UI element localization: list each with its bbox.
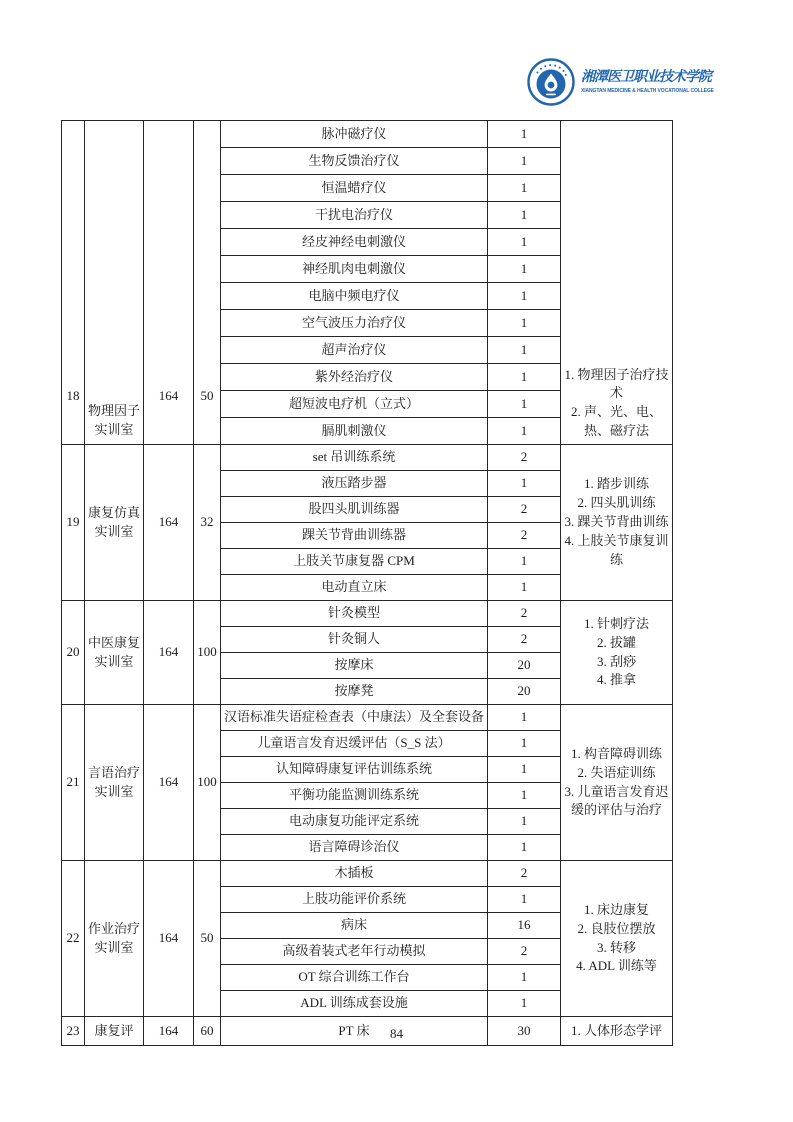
equipment-quantity-cell: 1	[488, 175, 561, 202]
notes-cell	[561, 705, 673, 861]
equipment-name-cell: 汉语标准失语症检查表（中康法）及全套设备	[221, 705, 488, 731]
equipment-row	[62, 861, 673, 887]
equipment-name-cell: 针灸模型	[221, 601, 488, 627]
equipment-name-cell: 语言障碍诊治仪	[221, 835, 488, 861]
equipment-quantity-cell: 30	[488, 1017, 561, 1046]
equipment-quantity-cell: 1	[488, 887, 561, 913]
equipment-quantity-cell: 1	[488, 229, 561, 256]
equipment-quantity-cell: 1	[488, 418, 561, 445]
room-capacity-cell: 164	[144, 705, 194, 861]
note-item: 2. 良肢位摆放	[577, 920, 656, 936]
college-name-block	[581, 70, 714, 94]
equipment-quantity-cell: 1	[488, 809, 561, 835]
equipment-name-cell: 经皮神经电刺激仪	[221, 229, 488, 256]
equipment-name-cell: 认知障碍康复评估训练系统	[221, 757, 488, 783]
row-number-cell: 18	[62, 121, 85, 445]
equipment-name-cell: 紫外经治疗仪	[221, 364, 488, 391]
equipment-name-cell: 空气波压力治疗仪	[221, 310, 488, 337]
equipment-name-cell: 木插板	[221, 861, 488, 887]
note-item: 2. 四头肌训练	[577, 495, 656, 511]
equipment-name-cell: OT 综合训练工作台	[221, 965, 488, 991]
equipment-quantity-cell: 20	[488, 679, 561, 705]
note-item: 1. 人体形态学评	[570, 1022, 662, 1038]
room-name-cell: 康复仿真实训室	[85, 445, 144, 601]
equipment-quantity-cell: 2	[488, 523, 561, 549]
equipment-quantity-cell: 1	[488, 783, 561, 809]
equipment-row	[62, 121, 673, 148]
equipment-quantity-cell: 1	[488, 731, 561, 757]
notes-cell	[561, 601, 673, 705]
equipment-quantity-cell: 20	[488, 653, 561, 679]
equipment-quantity-cell: 1	[488, 148, 561, 175]
equipment-name-cell: 神经肌肉电刺激仪	[221, 256, 488, 283]
note-item: 1. 构音障碍训练	[570, 745, 662, 761]
row-number-cell: 23	[62, 1017, 85, 1046]
equipment-name-cell: 按摩床	[221, 653, 488, 679]
note-item: 3. 踝关节背曲训练	[564, 514, 669, 530]
equipment-name-cell: 超声治疗仪	[221, 337, 488, 364]
row-number-cell: 22	[62, 861, 85, 1017]
equipment-quantity-cell: 2	[488, 861, 561, 887]
note-item: 1. 物理因子治疗技术	[564, 366, 669, 401]
equipment-quantity-cell: 1	[488, 256, 561, 283]
page-number: 84	[390, 1026, 403, 1041]
note-item: 3. 儿童语言发育迟缓的评估与治疗	[564, 783, 669, 818]
note-item: 1. 踏步训练	[583, 476, 649, 492]
equipment-table	[61, 120, 673, 1046]
room-area-cell: 50	[194, 121, 221, 445]
equipment-name-cell: 踝关节背曲训练器	[221, 523, 488, 549]
equipment-name-cell: 针灸铜人	[221, 627, 488, 653]
equipment-name-cell: 生物反馈治疗仪	[221, 148, 488, 175]
equipment-quantity-cell: 16	[488, 913, 561, 939]
room-name-cell: 康复评	[85, 1017, 144, 1046]
equipment-name-cell: set 吊训练系统	[221, 445, 488, 471]
equipment-quantity-cell: 1	[488, 391, 561, 418]
note-item: 1. 床边康复	[583, 901, 649, 917]
room-area-cell: 50	[194, 861, 221, 1017]
equipment-name-cell: ADL 训练成套设施	[221, 991, 488, 1017]
equipment-name-cell: 上肢功能评价系统	[221, 887, 488, 913]
equipment-name-cell: 液压踏步器	[221, 471, 488, 497]
room-capacity-cell: 164	[144, 1017, 194, 1046]
note-item: 4. ADL 训练等	[576, 958, 657, 974]
room-capacity-cell: 164	[144, 861, 194, 1017]
equipment-name-cell: 股四头肌训练器	[221, 497, 488, 523]
equipment-quantity-cell: 1	[488, 835, 561, 861]
college-logo	[527, 58, 714, 106]
equipment-name-cell: 病床	[221, 913, 488, 939]
note-item: 2. 声、光、电、热、磁疗法	[570, 404, 662, 439]
college-emblem-icon	[527, 58, 575, 106]
note-item: 1. 针刺疗法	[583, 615, 649, 631]
room-name-cell: 言语治疗实训室	[85, 705, 144, 861]
equipment-name-cell: 电动康复功能评定系统	[221, 809, 488, 835]
equipment-name-cell: 上肢关节康复器 CPM	[221, 549, 488, 575]
room-area-cell: 100	[194, 601, 221, 705]
equipment-row	[62, 445, 673, 471]
note-item: 4. 上肢关节康复训练	[564, 532, 669, 567]
equipment-quantity-cell: 1	[488, 757, 561, 783]
notes-cell	[561, 445, 673, 601]
note-item: 4. 推拿	[596, 672, 636, 688]
equipment-quantity-cell: 1	[488, 121, 561, 148]
equipment-name-cell: 恒温蜡疗仪	[221, 175, 488, 202]
notes-cell	[561, 121, 673, 445]
equipment-name-cell: 电脑中频电疗仪	[221, 283, 488, 310]
equipment-quantity-cell: 1	[488, 549, 561, 575]
equipment-name-cell: 膈肌刺激仪	[221, 418, 488, 445]
room-area-cell: 100	[194, 705, 221, 861]
equipment-quantity-cell: 1	[488, 575, 561, 601]
equipment-quantity-cell: 1	[488, 991, 561, 1017]
row-number-cell: 20	[62, 601, 85, 705]
equipment-row	[62, 601, 673, 627]
room-capacity-cell: 164	[144, 121, 194, 445]
equipment-quantity-cell: 1	[488, 202, 561, 229]
equipment-quantity-cell: 1	[488, 965, 561, 991]
equipment-quantity-cell: 1	[488, 283, 561, 310]
equipment-quantity-cell: 2	[488, 627, 561, 653]
equipment-name-cell: 高级着装式老年行动模拟	[221, 939, 488, 965]
equipment-name-cell: 电动直立床	[221, 575, 488, 601]
equipment-quantity-cell: 1	[488, 337, 561, 364]
equipment-name-cell: 脉冲磁疗仪	[221, 121, 488, 148]
room-area-cell: 32	[194, 445, 221, 601]
equipment-quantity-cell: 1	[488, 471, 561, 497]
equipment-name-cell: 按摩凳	[221, 679, 488, 705]
equipment-quantity-cell: 2	[488, 939, 561, 965]
equipment-row	[62, 705, 673, 731]
note-item: 2. 失语症训练	[577, 764, 656, 780]
equipment-name-cell: 平衡功能监测训练系统	[221, 783, 488, 809]
room-capacity-cell: 164	[144, 445, 194, 601]
equipment-quantity-cell: 1	[488, 310, 561, 337]
row-number-cell: 21	[62, 705, 85, 861]
equipment-name-cell: 超短波电疗机（立式）	[221, 391, 488, 418]
room-name-cell: 中医康复实训室	[85, 601, 144, 705]
room-name-cell: 作业治疗实训室	[85, 861, 144, 1017]
equipment-quantity-cell: 1	[488, 364, 561, 391]
notes-cell	[561, 861, 673, 1017]
equipment-name-cell: 干扰电治疗仪	[221, 202, 488, 229]
equipment-quantity-cell: 2	[488, 601, 561, 627]
college-name-en: XIANGTAN MEDICINE & HEALTH VOCATIONAL COLLEGE	[581, 87, 714, 94]
equipment-quantity-cell: 1	[488, 705, 561, 731]
equipment-name-cell: PT 床	[221, 1017, 488, 1046]
row-number-cell: 19	[62, 445, 85, 601]
equipment-name-cell: 儿童语言发育迟缓评估（S_S 法）	[221, 731, 488, 757]
equipment-quantity-cell: 2	[488, 445, 561, 471]
note-item: 2. 拔罐	[596, 634, 636, 650]
note-item: 3. 刮痧	[596, 653, 636, 669]
college-name-cn: 湘潭医卫职业技术学院	[581, 70, 711, 86]
equipment-quantity-cell: 2	[488, 497, 561, 523]
equipment-table-body	[62, 121, 673, 1046]
room-name-cell: 物理因子实训室	[85, 121, 144, 445]
room-area-cell: 60	[194, 1017, 221, 1046]
room-capacity-cell: 164	[144, 601, 194, 705]
note-item: 3. 转移	[596, 939, 636, 955]
